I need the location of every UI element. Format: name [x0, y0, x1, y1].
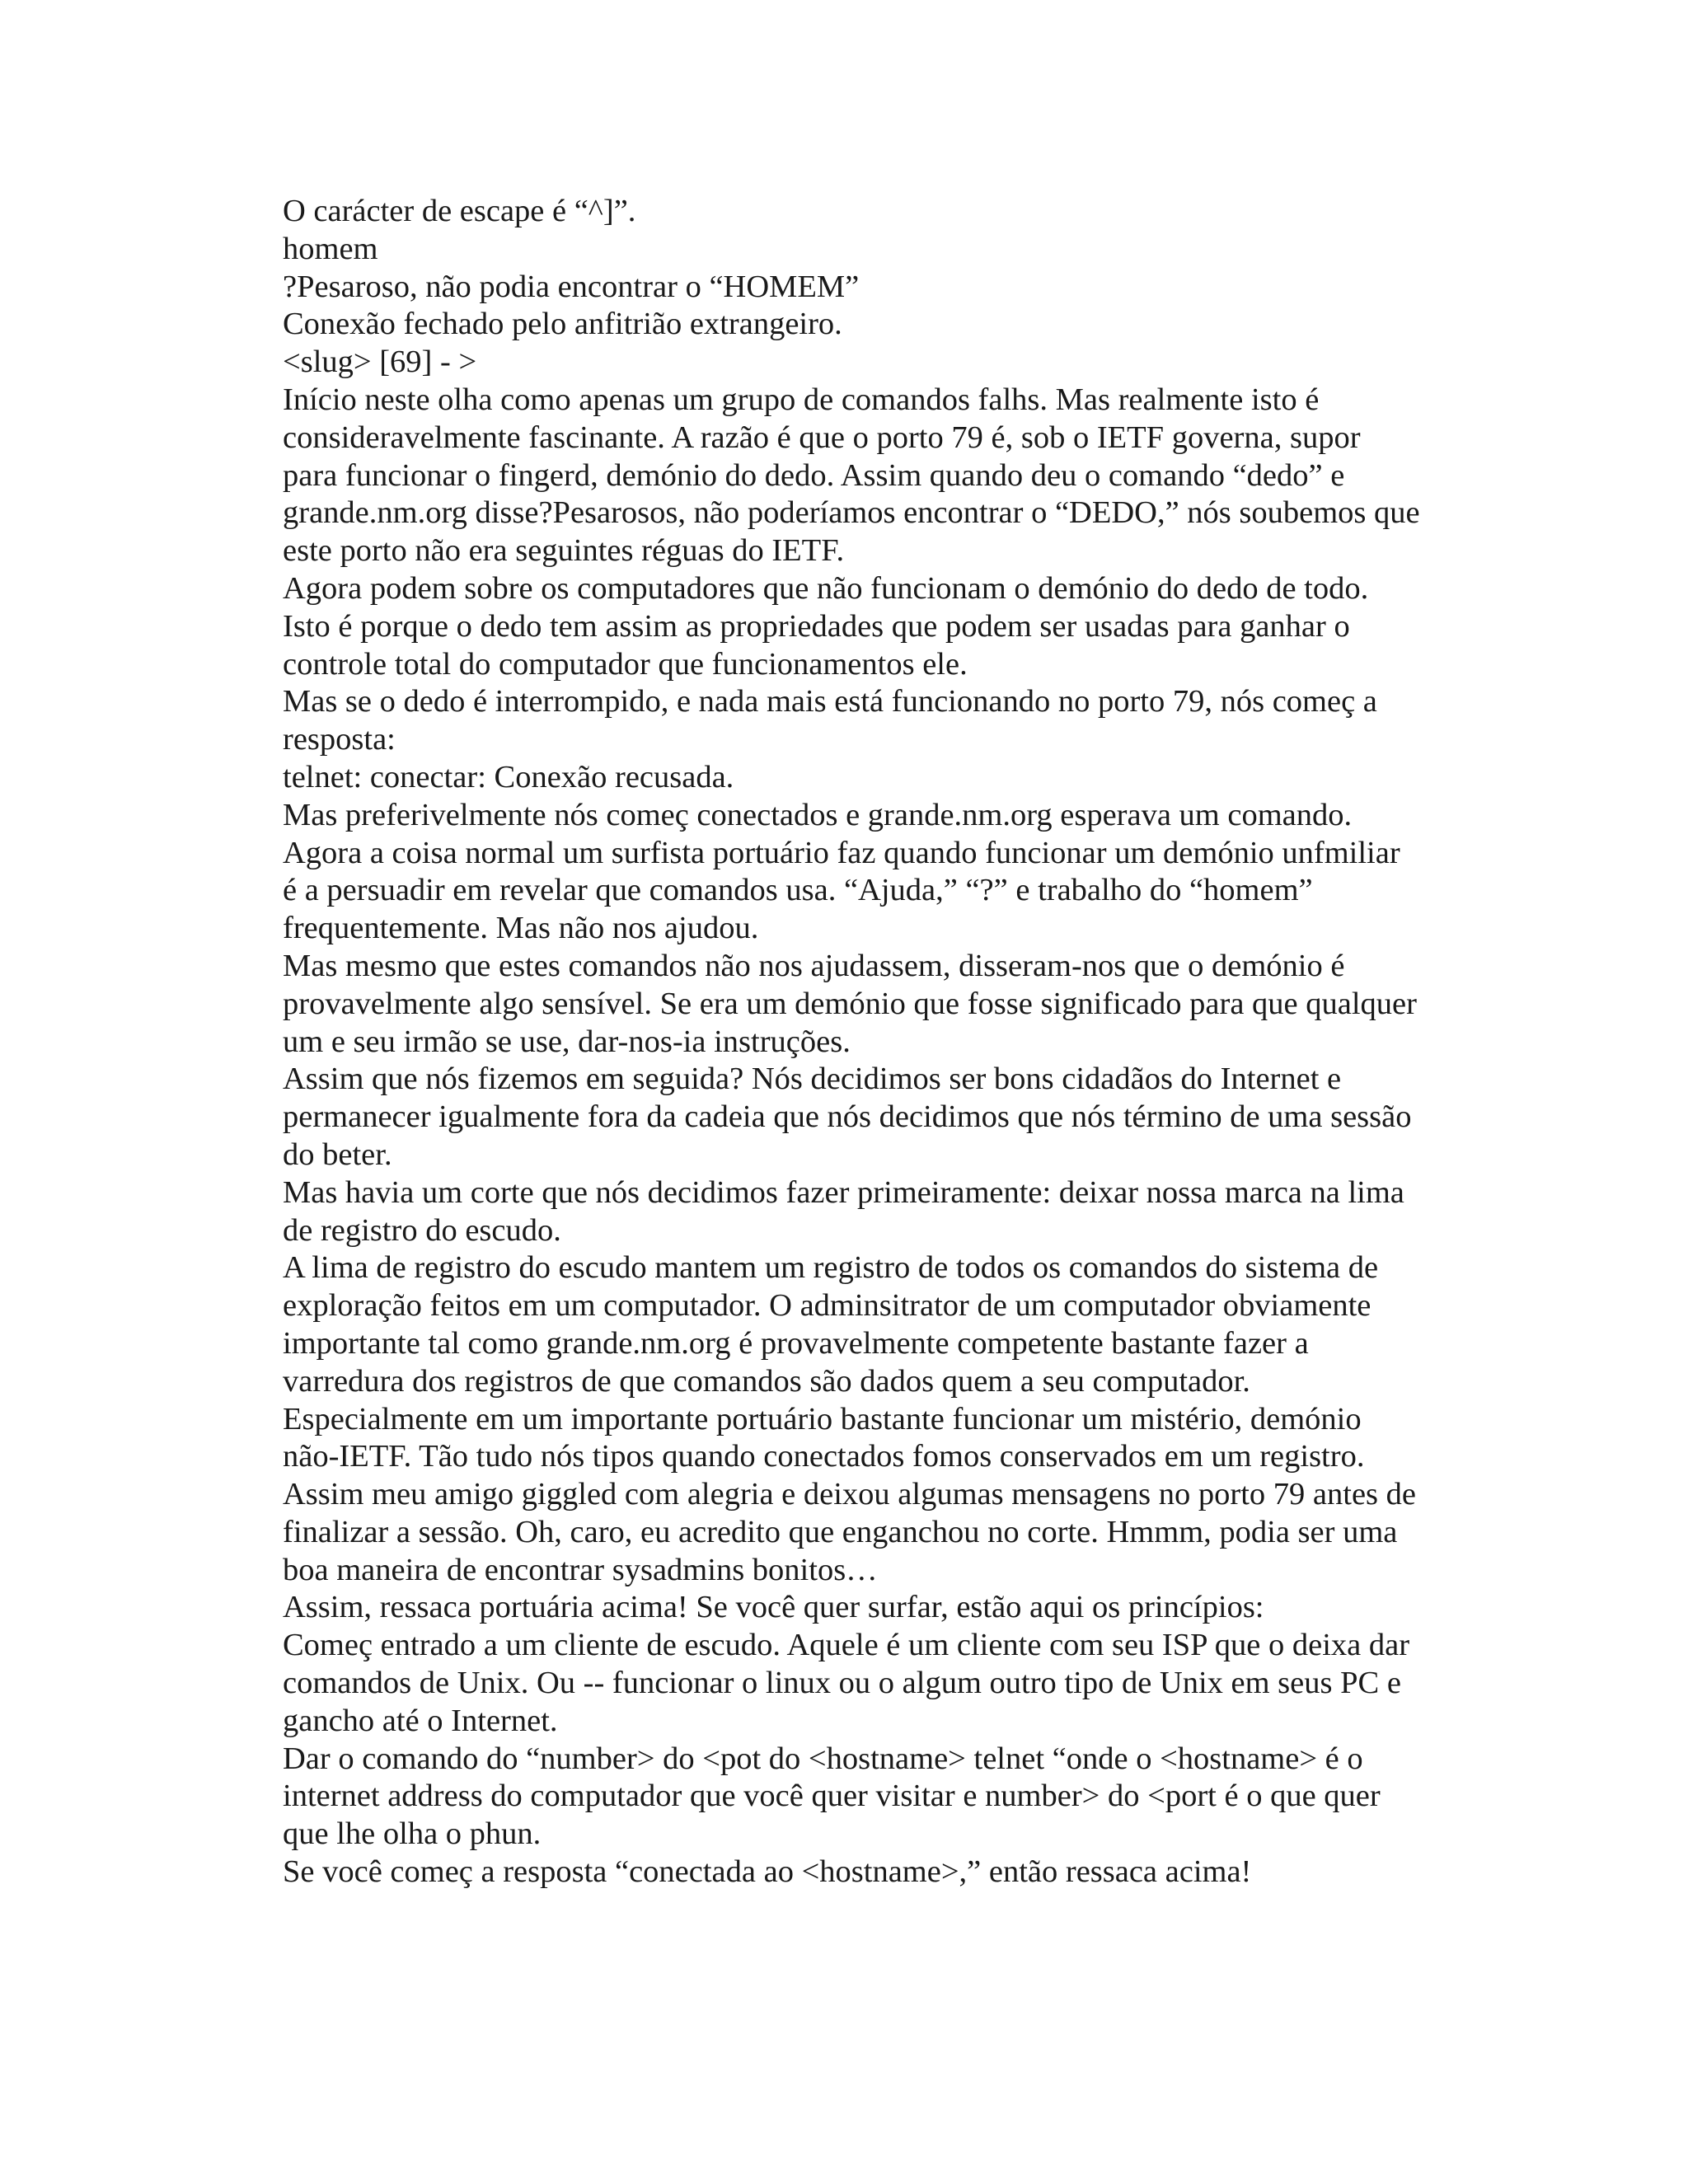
paragraph-homem: homem: [283, 231, 378, 266]
paragraph-se-voce-comec: Se você começ a resposta “conectada ao <hostname>,” então ressaca acima!: [283, 1854, 1252, 1890]
paragraph-slug: <slug> [69] - >: [283, 344, 477, 380]
paragraph-mas-havia: Mas havia um corte que nós decidimos fazer primeiramente: deixar nossa marca na lima de registro do escudo.: [283, 1174, 1404, 1248]
paragraph-assim-que: Assim que nós fizemos em seguida? Nós decidimos ser bons cidadãos do Internet e permanecer igualmente fora da cadeia que nós decidimos que nós término de uma sessão do beter.: [283, 1062, 1412, 1172]
paragraph-inicio: Início neste olha como apenas um grupo de comandos falhs. Mas realmente isto é consideravelmente fascinante. A razão é que o porto 79 é, sob o IETF governa, supor para funcionar o fingerd, demónio do dedo. Assim quando deu o comando “dedo” e grande.nm.org disse?Pesarosos, não poderíamos encontrar o “DEDO,” nós soubemos que este porto não era seguintes réguas do IETF.: [283, 382, 1420, 569]
paragraph-assim-meu-amigo: Assim meu amigo giggled com alegria e deixou algumas mensagens no porto 79 antes de finalizar a sessão. Oh, caro, eu acredito que enganchou no corte. Hmmm, podia ser uma boa maneira de encontrar sysadmins bonitos…: [283, 1477, 1416, 1587]
paragraph-dar-o-comando: Dar o comando do “number> do <pot do <hostname> telnet “onde o <hostname> é o internet address do computador que você quer visitar e number> do <port é o que quer que lhe olha o phun.: [283, 1741, 1381, 1852]
paragraph-escape-char: O carácter de escape é “^]”.: [283, 194, 636, 228]
paragraph-lima-de-registro: A lima de registro do escudo mantem um registro de todos os comandos do sistema de exploração feitos em um computador. O adminsitrator de um computador obviamente importante tal como grande.nm.org é provavelmente competente bastante fazer a varredura dos registros de que comandos são dados quem a seu computador. Especialmente em um importante portuário bastante funcionar um mistério, demónio não-IETF. Tão tudo nós tipos quando conectados fomos conservados em um registro.: [283, 1250, 1379, 1474]
paragraph-agora-podem: Agora podem sobre os computadores que não funcionam o demónio do dedo de todo. Isto é porque o dedo tem assim as propriedades que podem ser usadas para ganhar o controle total do computador que funcionamentos ele.: [283, 570, 1369, 682]
paragraph-mas-preferivelmente: Mas preferivelmente nós começ conectados e grande.nm.org esperava um comando. Agora a coisa normal um surfista portuário faz quando funcionar um demónio unfmiliar é a persuadir em revelar que comandos usa. “Ajuda,” “?” e trabalho do “homem” frequentemente. Mas não nos ajudou.: [283, 797, 1400, 946]
paragraph-mas-se-o-dedo: Mas se o dedo é interrompido, e nada mais está funcionando no porto 79, nós começ a resposta:: [283, 684, 1377, 757]
paragraph-pesaroso: ?Pesaroso, não podia encontrar o “HOMEM”: [283, 269, 860, 304]
paragraph-ressaca-portuaria: Assim, ressaca portuária acima! Se você quer surfar, estão aqui os princípios:: [283, 1590, 1264, 1625]
paragraph-mas-mesmo: Mas mesmo que estes comandos não nos ajudassem, disseram-nos que o demónio é provavelmente algo sensível. Se era um demónio que fosse significado para que qualquer um e seu irmão se use, dar-nos-ia instruções.: [283, 948, 1417, 1059]
paragraph-telnet-recusada: telnet: conectar: Conexão recusada.: [283, 759, 734, 794]
paragraph-conexao-fechado: Conexão fechado pelo anfitrião extrangeiro.: [283, 307, 842, 342]
document-body: [283, 193, 1420, 1891]
paragraph-comec-entrado: Começ entrado a um cliente de escudo. Aquele é um cliente com seu ISP que o deixa dar comandos de Unix. Ou -- funcionar o linux ou o algum outro tipo de Unix em seus PC e gancho até o Internet.: [283, 1628, 1410, 1738]
